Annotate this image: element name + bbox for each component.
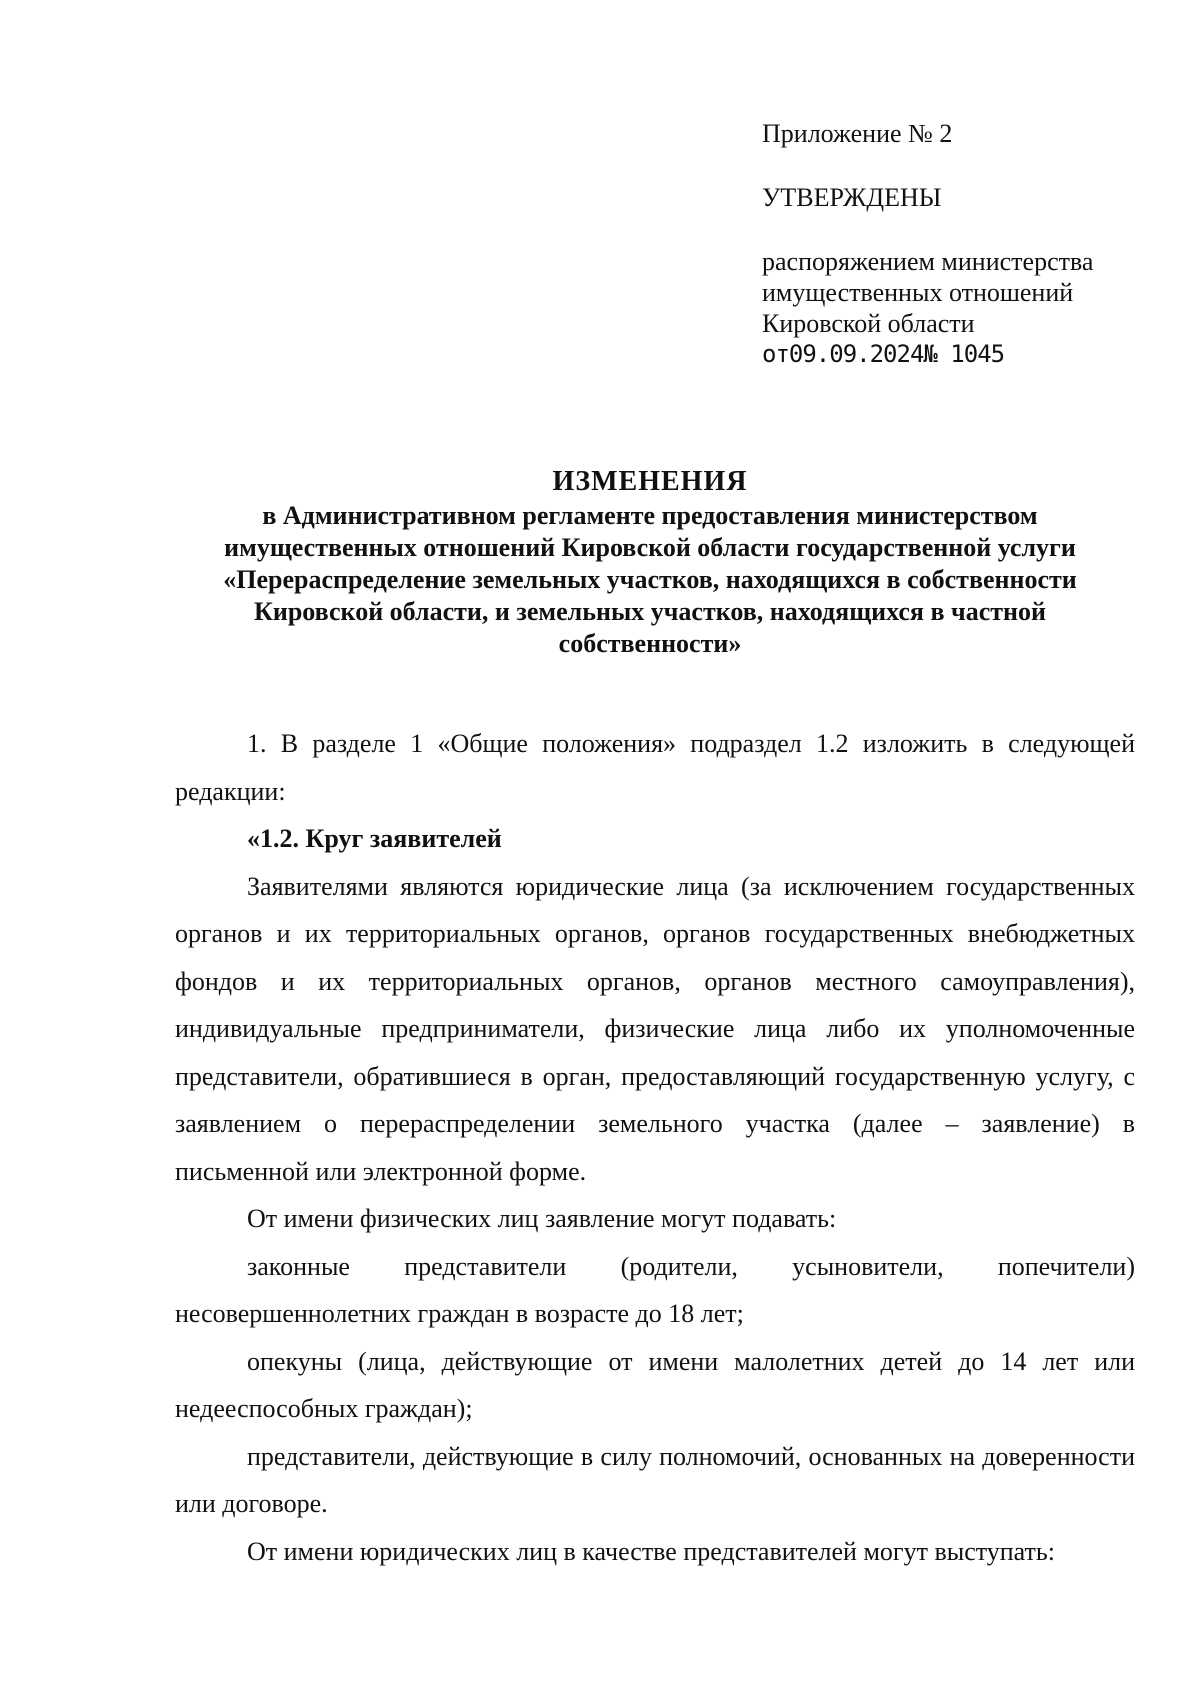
paragraph-applicants: Заявителями являются юридические лица (за исключением государственных органов и их территориальных органов, органов государственных внебюджетных фондов и их территориальных органов, органов местного самоуправления), индивидуальные предприниматели, физические лица либо их уполномоченные представители, обратившиеся в орган, предоставляющий государственную услугу, с заявлением о перераспределении земельного участка (далее – заявление) в письменной или электронной форме. [175, 871, 1135, 1186]
approval-authority [762, 246, 1162, 370]
title-line: имущественных отношений Кировской области государственной услуги [224, 533, 1076, 562]
document-title [170, 466, 1130, 660]
title-line: в Административном регламенте предоставления министерством [262, 501, 1038, 530]
paragraph-legal-reps: законные представители (родители, усыновители, попечители) несовершеннолетних граждан в возрасте до 18 лет; [175, 1251, 1135, 1328]
section-heading: «1.2. Круг заявителей [247, 824, 502, 853]
annex-label: Приложение № 2 [762, 119, 953, 148]
title-line: «Перераспределение земельных участков, находящихся в собственности [223, 565, 1077, 594]
approval-line: распоряжением министерства [762, 247, 1094, 276]
paragraph-legal-entities: От имени юридических лиц в качестве представителей могут выступать: [247, 1536, 1055, 1566]
approval-date-number: от09.09.2024№ 1045 [762, 340, 1005, 368]
paragraph-guardians: опекуны (лица, действующие от имени малолетних детей до 14 лет или недееспособных граждан); [175, 1346, 1135, 1423]
paragraph-1: 1. В разделе 1 «Общие положения» подраздел 1.2 изложить в следующей редакции: [175, 729, 1135, 806]
approval-line: Кировской области [762, 309, 975, 338]
paragraph-proxies: представители, действующие в силу полномочий, основанных на доверенности или договоре. [175, 1441, 1135, 1518]
title-line: Кировской области, и земельных участков, находящихся в частной [254, 597, 1046, 626]
approved-label: УТВЕРЖДЕНЫ [762, 183, 942, 212]
title-line: собственности» [558, 629, 742, 658]
document-body [175, 720, 1135, 1575]
approval-stamp-block [762, 118, 1162, 370]
paragraph-individuals: От имени физических лиц заявление могут подавать: [247, 1204, 837, 1233]
approval-line: имущественных отношений [762, 278, 1074, 307]
title-main: ИЗМЕНЕНИЯ [552, 466, 748, 497]
